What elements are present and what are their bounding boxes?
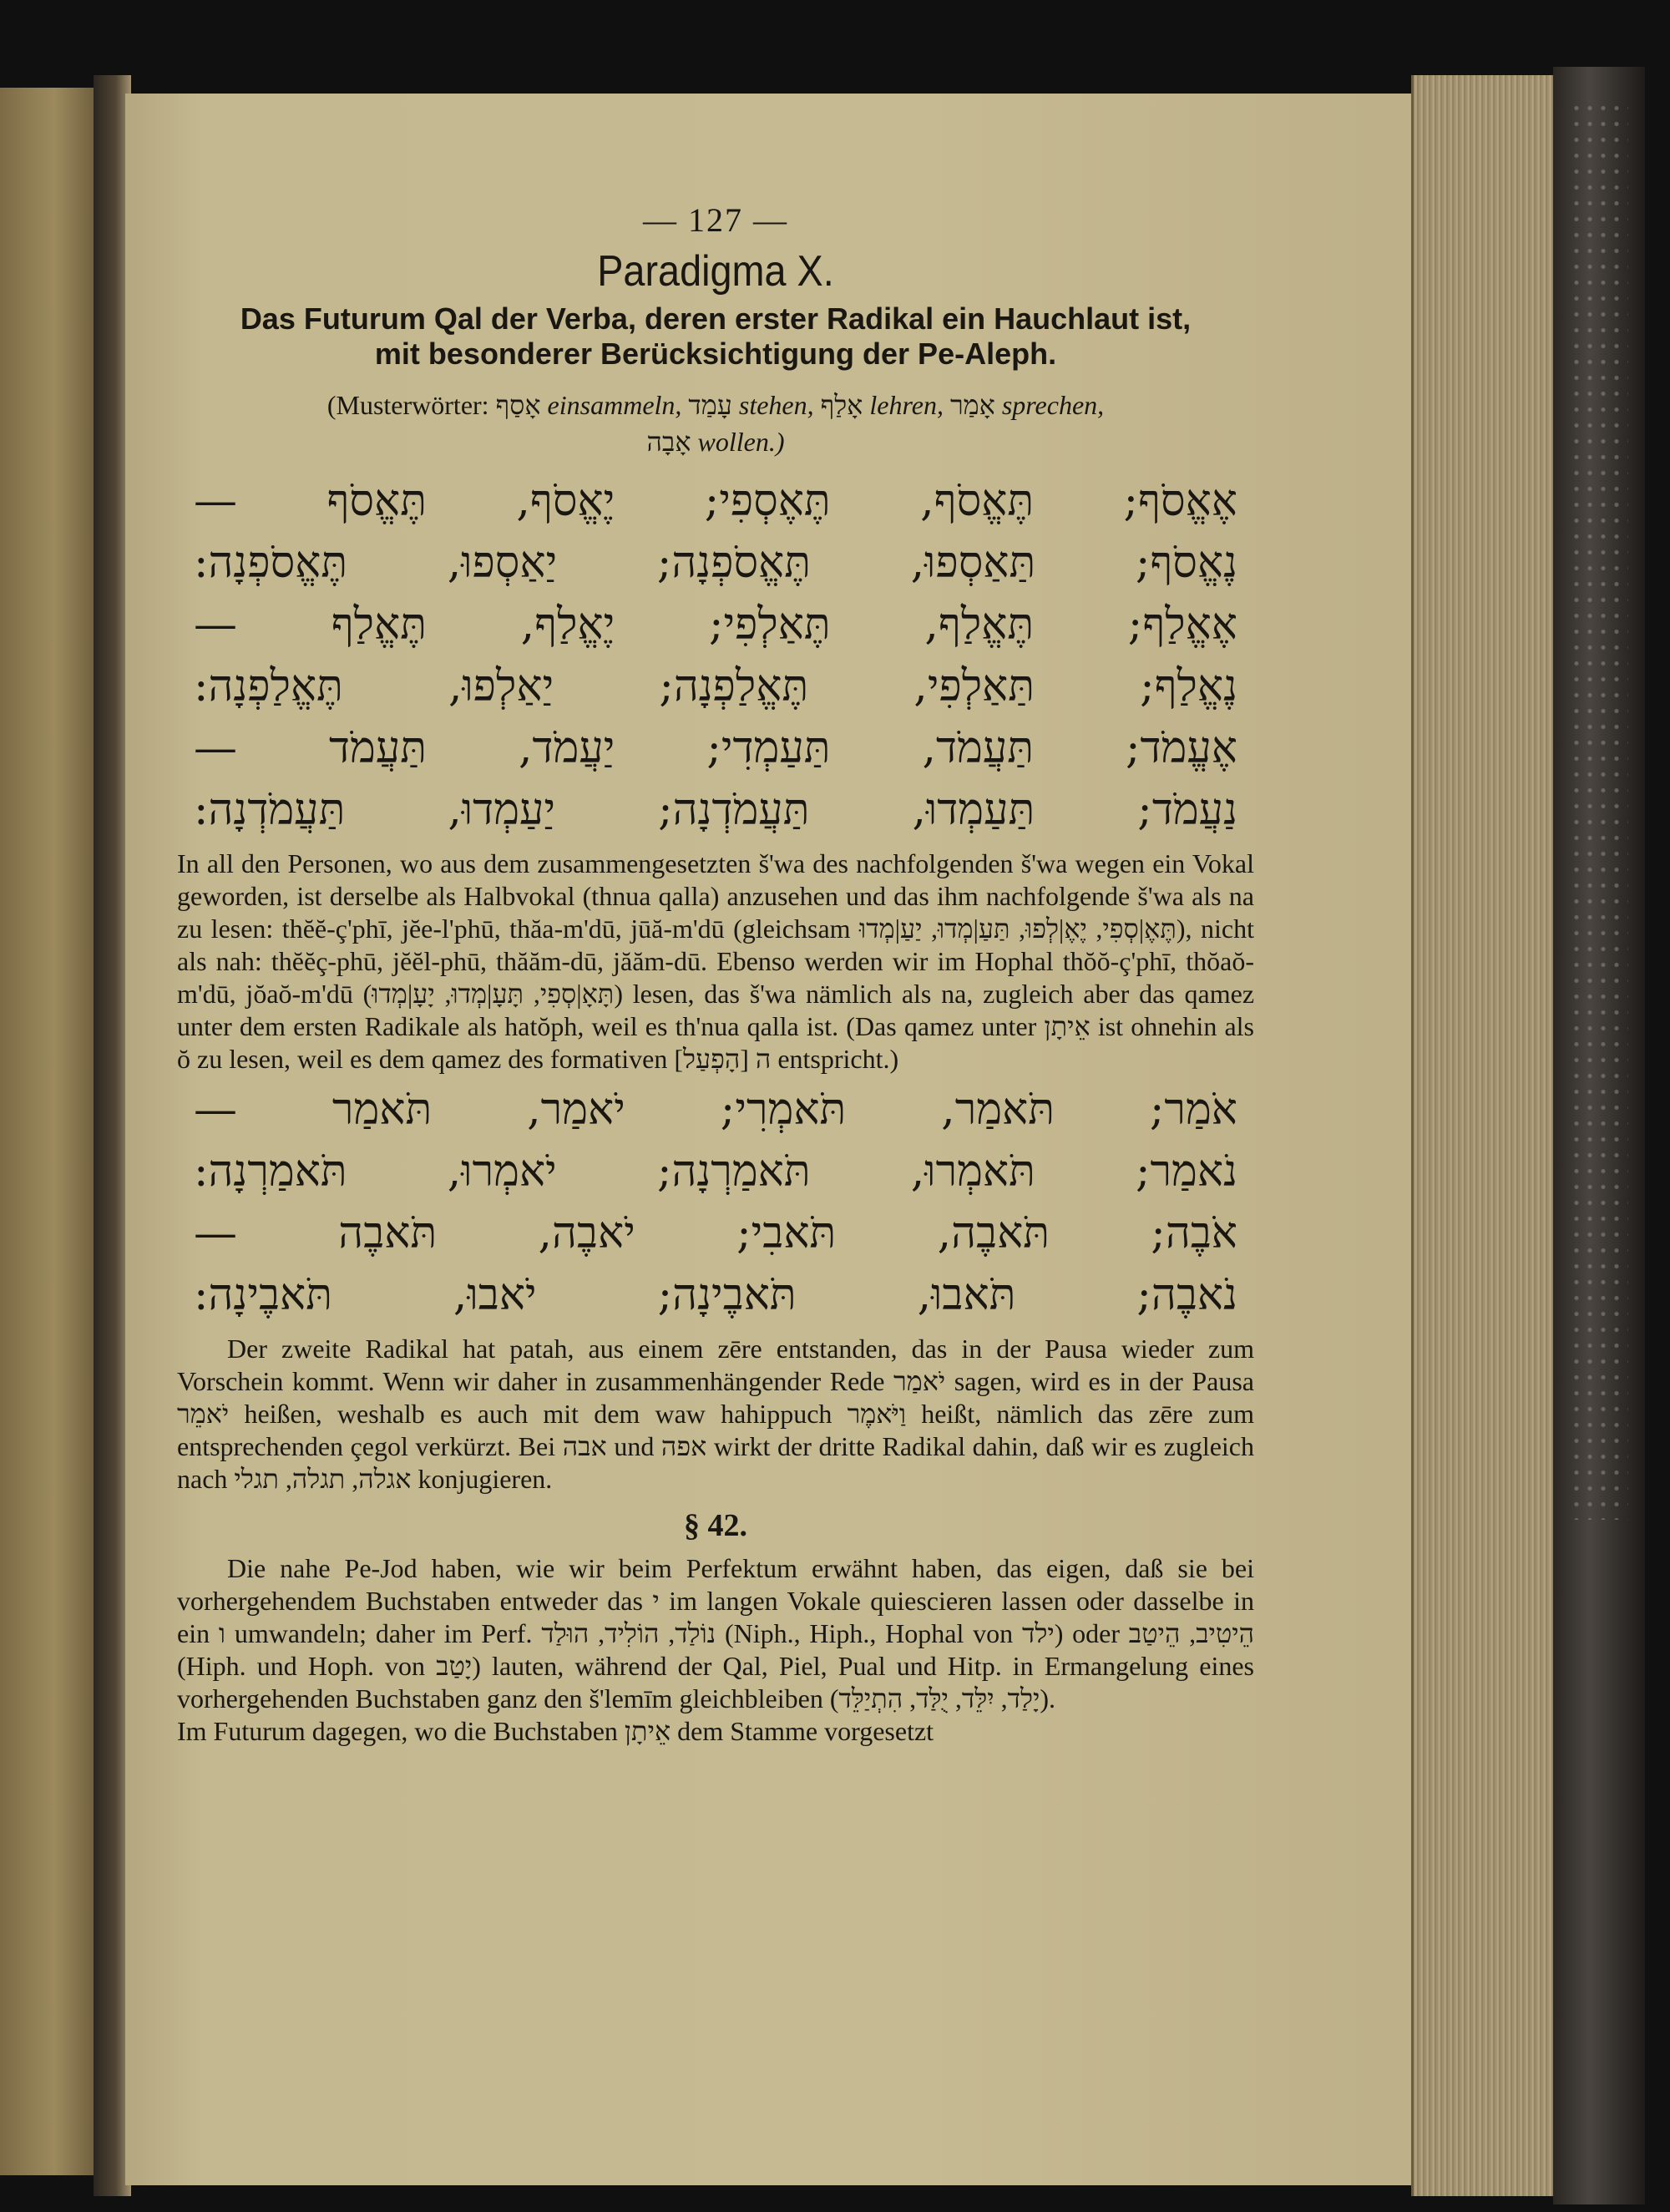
paradigm-line: נַעֲמֹד; תַּעַמְדוּ, תַּעֲמֹדְנָה; יַעַמְדוּ, תַּעֲמֹדְנָה: (194, 785, 1237, 835)
paragraph-halbvokal: In all den Personen, wo aus dem zusammengesetzten š'wa des nachfolgenden š'wa wegen ein Vokal geworden, ist derselbe als Halbvokal (thnua qalla) anzusehen und das ihm nachfolgende š'wa als na zu lesen: thĕĕ-ç'phī, jĕe-l'phū, thăa-m'dū, jūă-m'dū (gleichsam תֶּאֶ|סְפִי, יֶאֶ|לְפוּ, תַּעַ|מְדוּ, יַעַ|מְדוּ), nicht als nah: thĕĕç-phū, jĕĕl-phū, thăăm-dū, jăăm-dū. Ebenso werden wir im Hophal thŏŏ-ç'phī, thŏaŏ-m'dū, jŏaŏ-m'dū (תָּאָ|סְפִי, תָּעָ|מְדוּ, יָעָ|מְדוּ) lesen, das š'wa nämlich als na, zugleich aber das qamez unter dem ersten Radikale als hatŏph, weil es th'nua qalla ist. (Das qamez unter אֵיתָן ist ohnehin als ŏ zu lesen, weil es dem qamez des formativen ה [הָפְעַל] entspricht.) (177, 848, 1255, 1074)
model-word-5-german: wollen.) (697, 427, 785, 457)
paragraph-futurum: Im Futurum dagegen, wo die Buchstaben אֵיתָן dem Stamme vorgesetzt (177, 1716, 934, 1746)
page-content (177, 200, 1254, 1748)
model-word-3-hebrew: אָלַף (820, 389, 863, 421)
model-words-prefix: (Musterwörter: (326, 390, 489, 420)
paradigm-line: נֹאבֶה; תֹּאבוּ, תֹּאבֶינָה; יֹאבוּ, תֹּאבֶינָה: (194, 1270, 1237, 1320)
subtitle-line-1: Das Futurum Qal der Verba, deren erster Radikal ein Hauchlaut ist, (240, 301, 1192, 336)
model-word-4-german: sprechen, (1001, 390, 1105, 420)
model-word-2-hebrew: עָמַד (688, 389, 732, 421)
model-word-4-hebrew: אָמַר (949, 389, 995, 421)
section-heading: § 42. (684, 1508, 747, 1543)
paragraph-pe-jod: Die nahe Pe-Jod haben, wie wir beim Perfektum erwähnt haben, das eigen, daß sie bei vorhergehendem Buchstaben entweder das י im langen Vokale quiescieren lassen oder dasselbe in ein ו umwandeln; daher im Perf. נוֹלַד, הוֹלִיד, הוּלַד (Niph., Hiph., Hophal von ילד) oder הֵיטִיב, הֵיטַב (Hiph. und Hoph. von יָטַב) lauten, während der Qal, Piel, Pual und Hitp. in Ermangelung eines vorhergehenden Buchstaben ganz den š'lemīm gleichbleiben (יָלַד, יִלֵּד, יֻלַּד, הִתְיַלֵּד). (177, 1553, 1255, 1713)
left-page-edge (0, 88, 99, 2175)
paradigm-line: אֹמַר; תֹּאמַר, תֹּאמְרִי; יֹאמַר, תֹּאמַר — (194, 1085, 1237, 1135)
paradigm-line: נֶאֱסֹף; תַּאַסְפוּ, תֶּאֱסֹפְנָה; יַאַסְפוּ, תֶּאֱסֹפְנָה: (194, 538, 1237, 588)
model-word-1-german: einsammeln, (547, 390, 682, 420)
paradigm-line: אֶאֱסֹף; תֶּאֱסֹף, תֶּאֶסְפִי; יֶאֱסֹף, תֶּאֱסֹף — (194, 476, 1237, 526)
paradigm-line: אֹבֶה; תֹּאבֶה, תֹּאבִי; יֹאבֶה, תֹּאבֶה — (194, 1208, 1237, 1258)
paradigm-block-1 (177, 470, 1254, 841)
page-subtitle (177, 301, 1254, 372)
paradigm-line: נֹאמַר; תֹּאמְרוּ, תֹּאמַרְנָה; יֹאמְרוּ, תֹּאמַרְנָה: (194, 1146, 1237, 1197)
paragraph-zweiter-radikal: Der zweite Radikal hat patah, aus einem zēre entstanden, das in der Pausa wieder zum Vorschein kommt. Wenn wir daher in zusammenhängender Rede יֹאמַר sagen, wird es in der Pausa יֹאמֵר heißen, weshalb es auch mit dem waw hahippuch וַיֹּאמֶר heißt, nämlich das zēre zum entsprechenden çegol verkürzt. Bei אבה und אפה wirkt der dritte Radikal dahin, daß wir es zugleich nach אגלה, תגלה, תגלי konjugieren. (177, 1334, 1255, 1494)
cover-texture (1570, 100, 1628, 1520)
model-word-5-hebrew: אָבָה (646, 426, 691, 458)
model-words (177, 387, 1254, 460)
page-title: Paradigma X. (597, 247, 834, 296)
model-word-3-german: lehren, (869, 390, 944, 420)
model-word-1-hebrew: אָסַף (495, 389, 541, 421)
page-number: — 127 — (643, 201, 788, 239)
paradigm-block-2 (177, 1079, 1254, 1326)
model-word-2-german: stehen, (738, 390, 814, 420)
subtitle-line-2: mit besonderer Berücksichtigung der Pe-Aleph. (374, 337, 1057, 371)
paradigm-line: אֶעֱמֹד; תַּעֲמֹד, תַּעַמְדִי; יַעֲמֹד, תַּעֲמֹד — (194, 723, 1237, 773)
paradigm-line: נֶאֱלַף; תַּאַלְפִי, תֶּאֱלַפְנָה; יַאַלְפוּ, תֶּאֱלַפְנָה: (194, 661, 1237, 711)
paradigm-line: אֶאֱלַף; תֶּאֱלַף, תֶּאַלְפִי; יֶאֱלַף, תֶּאֱלַף — (194, 600, 1237, 650)
